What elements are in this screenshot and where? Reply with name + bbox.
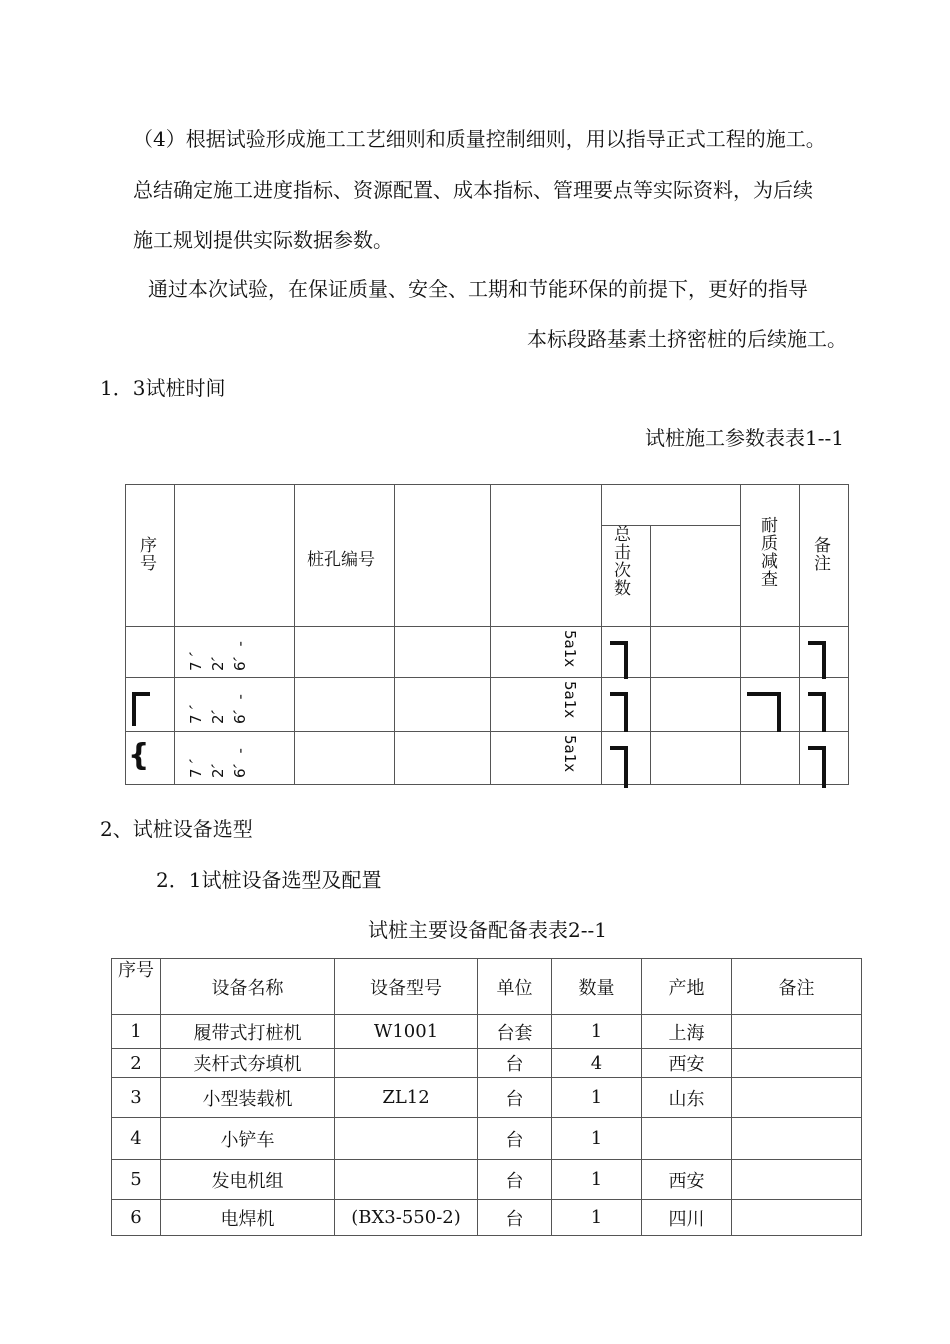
paragraph-line-2: 总结确定施工进度指标、资源配置、成本指标、管理要点等实际资料，为后续 <box>133 178 813 202</box>
row-code: 5a1x <box>561 681 579 719</box>
header-origin: 产地 <box>642 959 732 1015</box>
corner-mark <box>808 692 826 732</box>
corner-mark <box>808 641 826 679</box>
section-heading-1-3: 1．3试桩时间 <box>100 376 226 400</box>
table-row: 1 履带式打桩机 W1001 台套 1 上海 <box>112 1015 862 1049</box>
table2-caption: 试桩主要设备配备表表2--1 <box>368 918 607 942</box>
paragraph-line-3: 施工规划提供实际数据参数。 <box>133 228 393 252</box>
row-pile-ids: 7 、2、6、- <box>187 694 249 724</box>
header-resist: 耐质减查 <box>741 485 800 627</box>
section-heading-2: 2、试桩设备选型 <box>100 817 253 841</box>
row-pile-ids: 7 、2、6、- <box>187 641 249 671</box>
table-row: 2 夹杆式夯填机 台 4 西安 <box>112 1049 862 1078</box>
paragraph-line-1: （4）根据试验形成施工工艺细则和质量控制细则，用以指导正式工程的施工。 <box>133 127 826 151</box>
header-model: 设备型号 <box>335 959 478 1015</box>
corner-mark <box>610 746 628 788</box>
paragraph-line-5: 本标段路基素土挤密桩的后续施工。 <box>527 327 847 351</box>
corner-mark <box>132 692 150 726</box>
table1-caption: 试桩施工参数表表1--1 <box>645 426 844 450</box>
equipment-table <box>111 958 862 1236</box>
header-remark: 备注 <box>800 485 849 627</box>
header-blank-3 <box>491 485 602 627</box>
row-code: 5a1x <box>561 630 579 668</box>
table1-row <box>126 678 849 732</box>
corner-mark <box>610 692 628 732</box>
header-remark: 备注 <box>732 959 862 1015</box>
header-group <box>602 485 741 526</box>
corner-mark <box>610 641 628 679</box>
header-hole-no: 桩孔编号 <box>295 485 395 627</box>
brace-mark: { <box>128 738 150 773</box>
header-blank-1 <box>175 485 295 627</box>
pile-parameter-table <box>125 484 849 785</box>
paragraph-line-4: 通过本次试验，在保证质量、安全、工期和节能环保的前提下，更好的指导 <box>148 277 808 301</box>
corner-mark <box>747 692 781 732</box>
section-heading-2-1: 2．1试桩设备选型及配置 <box>156 868 382 892</box>
table-row: 5 发电机组 台 1 西安 <box>112 1160 862 1200</box>
table-row: 6 电焊机 (BX3-550-2) 台 1 四川 <box>112 1200 862 1236</box>
table2-header-row <box>112 959 862 1015</box>
table-row: 3 小型装载机 ZL12 台 1 山东 <box>112 1078 862 1118</box>
header-name: 设备名称 <box>161 959 335 1015</box>
row-pile-ids: 7 、2、6、- <box>187 748 249 778</box>
row-code: 5a1x <box>561 735 579 773</box>
table-row: 4 小铲车 台 1 <box>112 1118 862 1160</box>
header-seq: 序号 <box>112 959 161 1015</box>
header-unit: 单位 <box>478 959 552 1015</box>
header-total-hits: 总击次数 <box>602 526 651 627</box>
header-blank-2 <box>395 485 491 627</box>
header-quantity: 数量 <box>552 959 642 1015</box>
header-seq: 序号 <box>126 485 175 627</box>
header-blank-4 <box>651 526 741 627</box>
corner-mark <box>808 746 826 788</box>
table1-row <box>126 732 849 785</box>
table1-row <box>126 627 849 678</box>
